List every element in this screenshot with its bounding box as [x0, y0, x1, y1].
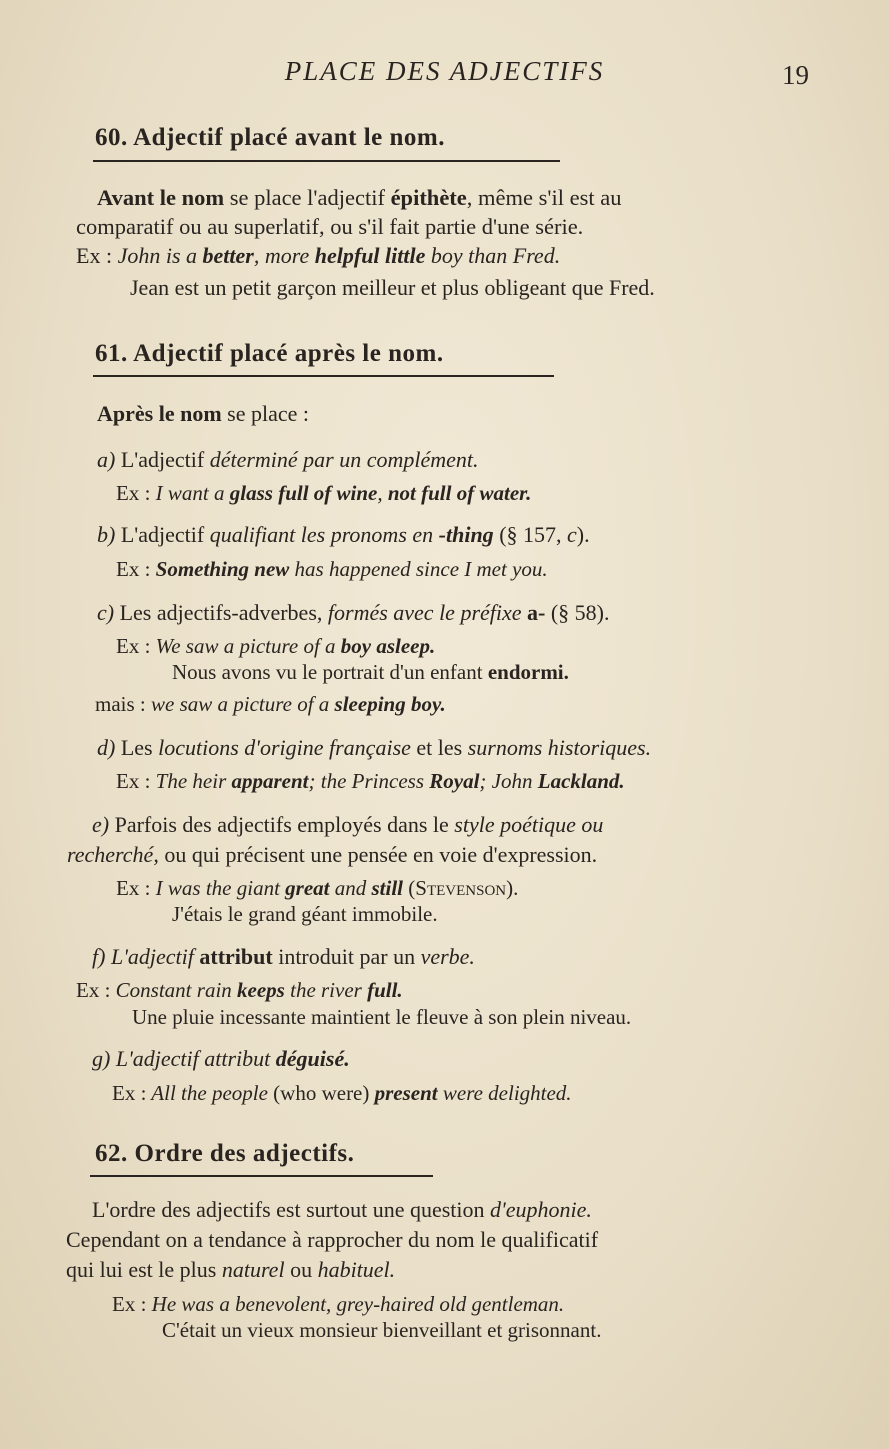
sec62-paragraph-line2: Cependant on a tendance à rapprocher du nom le qualificatif — [66, 1227, 599, 1252]
sec61-item-f: f) L'adjectif attribut introduit par un verbe. — [92, 944, 475, 969]
section-61-heading: 61. Adjectif placé après le nom. — [95, 340, 444, 367]
sec61-item-c: c) Les adjectifs-adverbes, formés avec le préfixe a- (§ 58). — [97, 600, 610, 625]
section-61-rule — [93, 375, 554, 377]
sec61-intro: Après le nom se place : — [97, 401, 310, 426]
sec61-item-d-example: Ex : The heir apparent; the Princess Royal; John Lackland. — [116, 769, 625, 793]
sec62-paragraph-line1: L'ordre des adjectifs est surtout une question d'euphonie. — [92, 1197, 592, 1222]
section-60-rule — [93, 160, 560, 162]
sec61-item-e-line2: recherché, ou qui précisent une pensée en voie d'expression. — [67, 842, 598, 867]
sec61-item-c-example: Ex : We saw a picture of a boy asleep. — [116, 634, 436, 658]
sec61-item-g: g) L'adjectif attribut déguisé. — [92, 1046, 350, 1071]
sec61-item-g-example: Ex : All the people (who were) present were delighted. — [112, 1081, 572, 1105]
sec61-item-b-example: Ex : Something new has happened since I met you. — [116, 557, 548, 581]
sec60-paragraph-line1: Avant le nom se place l'adjectif épithète, même s'il est au — [97, 185, 622, 210]
page-number: 19 — [782, 60, 809, 90]
sec61-item-e-translation: J'étais le grand géant immobile. — [172, 902, 438, 926]
sec62-translation: C'était un vieux monsieur bienveillant et grisonnant. — [162, 1318, 602, 1342]
sec61-item-a: a) L'adjectif déterminé par un complément. — [97, 447, 479, 472]
sec61-item-a-example: Ex : I want a glass full of wine, not full of water. — [116, 481, 532, 505]
sec60-translation: Jean est un petit garçon meilleur et plus obligeant que Fred. — [130, 275, 655, 300]
sec60-example: Ex : John is a better, more helpful little boy than Fred. — [76, 243, 561, 268]
sec62-paragraph-line3: qui lui est le plus naturel ou habituel. — [66, 1257, 396, 1282]
sec61-item-d: d) Les locutions d'origine française et les surnoms historiques. — [97, 735, 652, 760]
sec61-item-c-translation: Nous avons vu le portrait d'un enfant endormi. — [172, 660, 569, 684]
section-62-rule — [90, 1175, 433, 1177]
sec61-item-f-example: Ex : Constant rain keeps the river full. — [76, 978, 403, 1002]
sec61-item-f-translation: Une pluie incessante maintient le fleuve à son plein niveau. — [132, 1005, 632, 1029]
sec61-item-c-mais: mais : we saw a picture of a sleeping boy. — [95, 692, 446, 716]
running-title: PLACE DES ADJECTIFS — [284, 56, 605, 86]
section-62-heading: 62. Ordre des adjectifs. — [95, 1140, 355, 1167]
sec61-item-e-line1: e) Parfois des adjectifs employés dans le style poétique ou — [92, 812, 604, 837]
sec61-item-e-example: Ex : I was the giant great and still (Stevenson). — [116, 876, 519, 900]
sec60-paragraph-line2: comparatif ou au superlatif, ou s'il fait partie d'une série. — [76, 214, 584, 239]
section-60-heading: 60. Adjectif placé avant le nom. — [95, 124, 445, 151]
sec61-item-b: b) L'adjectif qualifiant les pronoms en -thing (§ 157, c). — [97, 522, 590, 547]
sec62-example: Ex : He was a benevolent, grey-haired old gentleman. — [112, 1292, 565, 1316]
